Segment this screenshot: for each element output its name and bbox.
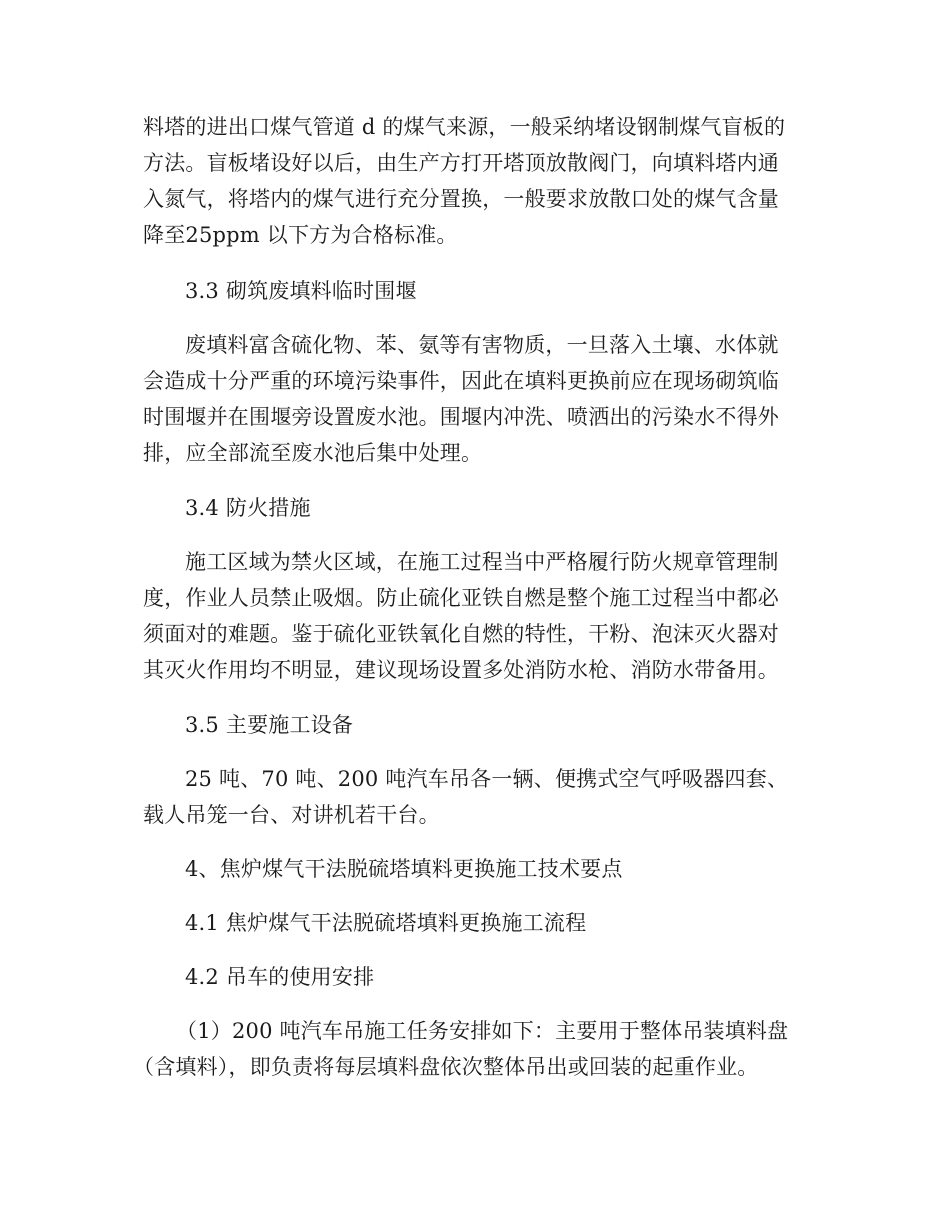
paragraph-line: 排，应全部流至废水池后集中处理。 <box>143 441 483 465</box>
paragraph-line: 载人吊笼一台、对讲机若干台。 <box>143 803 440 827</box>
paragraph-line: 度，作业人员禁止吸烟。防止硫化亚铁自燃是整个施工过程当中都必 <box>143 586 779 610</box>
paragraph-line: （1）200 吨汽车吊施工任务安排如下：主要用于整体吊装填料盘 <box>176 1019 789 1043</box>
section-heading-4: 4、焦炉煤气干法脱硫塔填料更换施工技术要点 <box>185 857 623 881</box>
paragraph-line: 须面对的难题。鉴于硫化亚铁氧化自燃的特性，干粉、泡沫灭火器对 <box>143 622 779 646</box>
section-heading-4-1: 4.1 焦炉煤气干法脱硫塔填料更换施工流程 <box>185 911 587 935</box>
paragraph-line: 时围堰并在围堰旁设置废水池。围堰内冲洗、喷洒出的污染水不得外 <box>143 405 779 429</box>
paragraph-line: 料塔的进出口煤气管道 d 的煤气来源，一般采纳堵设钢制煤气盲板的 <box>143 115 786 139</box>
paragraph-line: 会造成十分严重的环境污染事件，因此在填料更换前应在现场砌筑临 <box>143 369 779 393</box>
paragraph-line: 方法。盲板堵设好以后，由生产方打开塔顶放散阀门，向填料塔内通 <box>143 151 779 175</box>
paragraph-line: 25 吨、70 吨、200 吨汽车吊各一辆、便携式空气呼吸器四套、 <box>185 767 789 791</box>
paragraph-line: 入氮气，将塔内的煤气进行充分置换，一般要求放散口处的煤气含量 <box>143 187 779 211</box>
section-heading-3-3: 3.3 砌筑废填料临时围堰 <box>185 279 417 303</box>
section-heading-4-2: 4.2 吊车的使用安排 <box>185 965 375 989</box>
paragraph-line: 其灭火作用均不明显，建议现场设置多处消防水枪、消防水带备用。 <box>143 658 779 682</box>
paragraph-line: 废填料富含硫化物、苯、氨等有害物质，一旦落入土壤、水体就 <box>185 333 779 357</box>
section-heading-3-5: 3.5 主要施工设备 <box>185 713 354 737</box>
paragraph-line: （含填料），即负责将每层填料盘依次整体吊出或回装的起重作业。 <box>133 1055 759 1079</box>
paragraph-line: 施工区域为禁火区域，在施工过程当中严格履行防火规章管理制 <box>185 550 779 574</box>
paragraph-line: 降至25ppm 以下方为合格标准。 <box>143 223 458 247</box>
section-heading-3-4: 3.4 防火措施 <box>185 496 311 520</box>
